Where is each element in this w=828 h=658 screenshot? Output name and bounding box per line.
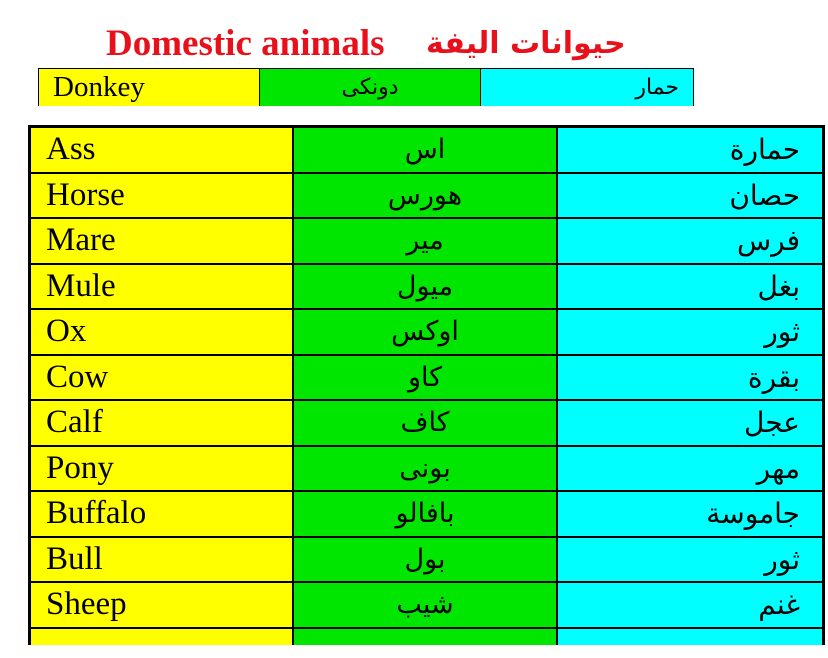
- english-cell: [31, 629, 294, 646]
- transliteration-cell: [294, 629, 558, 646]
- header-row: [38, 68, 694, 106]
- header-english-cell: Donkey: [39, 69, 260, 106]
- english-cell: Bull: [31, 538, 294, 582]
- transliteration-cell: بافالو: [294, 492, 558, 536]
- arabic-cell: مهر: [558, 447, 822, 491]
- arabic-cell: ثور: [558, 538, 822, 582]
- table-row: [31, 128, 822, 174]
- transliteration-cell: كاف: [294, 401, 558, 445]
- table-row: [31, 492, 822, 538]
- arabic-cell: بقرة: [558, 356, 822, 400]
- english-cell: Ass: [31, 128, 294, 172]
- arabic-cell: ثور: [558, 310, 822, 354]
- arabic-cell: عجل: [558, 401, 822, 445]
- arabic-cell: غنم: [558, 583, 822, 627]
- table-row: [31, 583, 822, 629]
- vocabulary-table: [28, 125, 825, 645]
- arabic-cell: حصان: [558, 174, 822, 218]
- english-cell: Mare: [31, 219, 294, 263]
- page-title: [0, 22, 828, 66]
- arabic-cell: حمارة: [558, 128, 822, 172]
- table-row: [31, 174, 822, 220]
- table-row-partial: [31, 629, 822, 646]
- transliteration-cell: اوكس: [294, 310, 558, 354]
- english-cell: Cow: [31, 356, 294, 400]
- title-english: Domestic animals: [106, 23, 385, 64]
- arabic-cell: جاموسة: [558, 492, 822, 536]
- english-cell: Horse: [31, 174, 294, 218]
- transliteration-cell: مير: [294, 219, 558, 263]
- english-cell: Ox: [31, 310, 294, 354]
- arabic-cell: [558, 629, 822, 646]
- english-cell: Pony: [31, 447, 294, 491]
- table-row: [31, 401, 822, 447]
- english-cell: Mule: [31, 265, 294, 309]
- table-row: [31, 538, 822, 584]
- table-row: [31, 356, 822, 402]
- english-cell: Calf: [31, 401, 294, 445]
- transliteration-cell: اس: [294, 128, 558, 172]
- transliteration-cell: شيب: [294, 583, 558, 627]
- arabic-cell: بغل: [558, 265, 822, 309]
- transliteration-cell: بول: [294, 538, 558, 582]
- transliteration-cell: هورس: [294, 174, 558, 218]
- title-arabic: حيوانات اليفة: [426, 26, 626, 61]
- arabic-cell: فرس: [558, 219, 822, 263]
- table-row: [31, 447, 822, 493]
- english-cell: Sheep: [31, 583, 294, 627]
- transliteration-cell: كاو: [294, 356, 558, 400]
- table-row: [31, 265, 822, 311]
- header-transliteration-cell: دونكى: [260, 69, 481, 106]
- table-row: [31, 219, 822, 265]
- transliteration-cell: بونى: [294, 447, 558, 491]
- header-arabic-cell: حمار: [481, 69, 693, 106]
- table-row: [31, 310, 822, 356]
- english-cell: Buffalo: [31, 492, 294, 536]
- transliteration-cell: ميول: [294, 265, 558, 309]
